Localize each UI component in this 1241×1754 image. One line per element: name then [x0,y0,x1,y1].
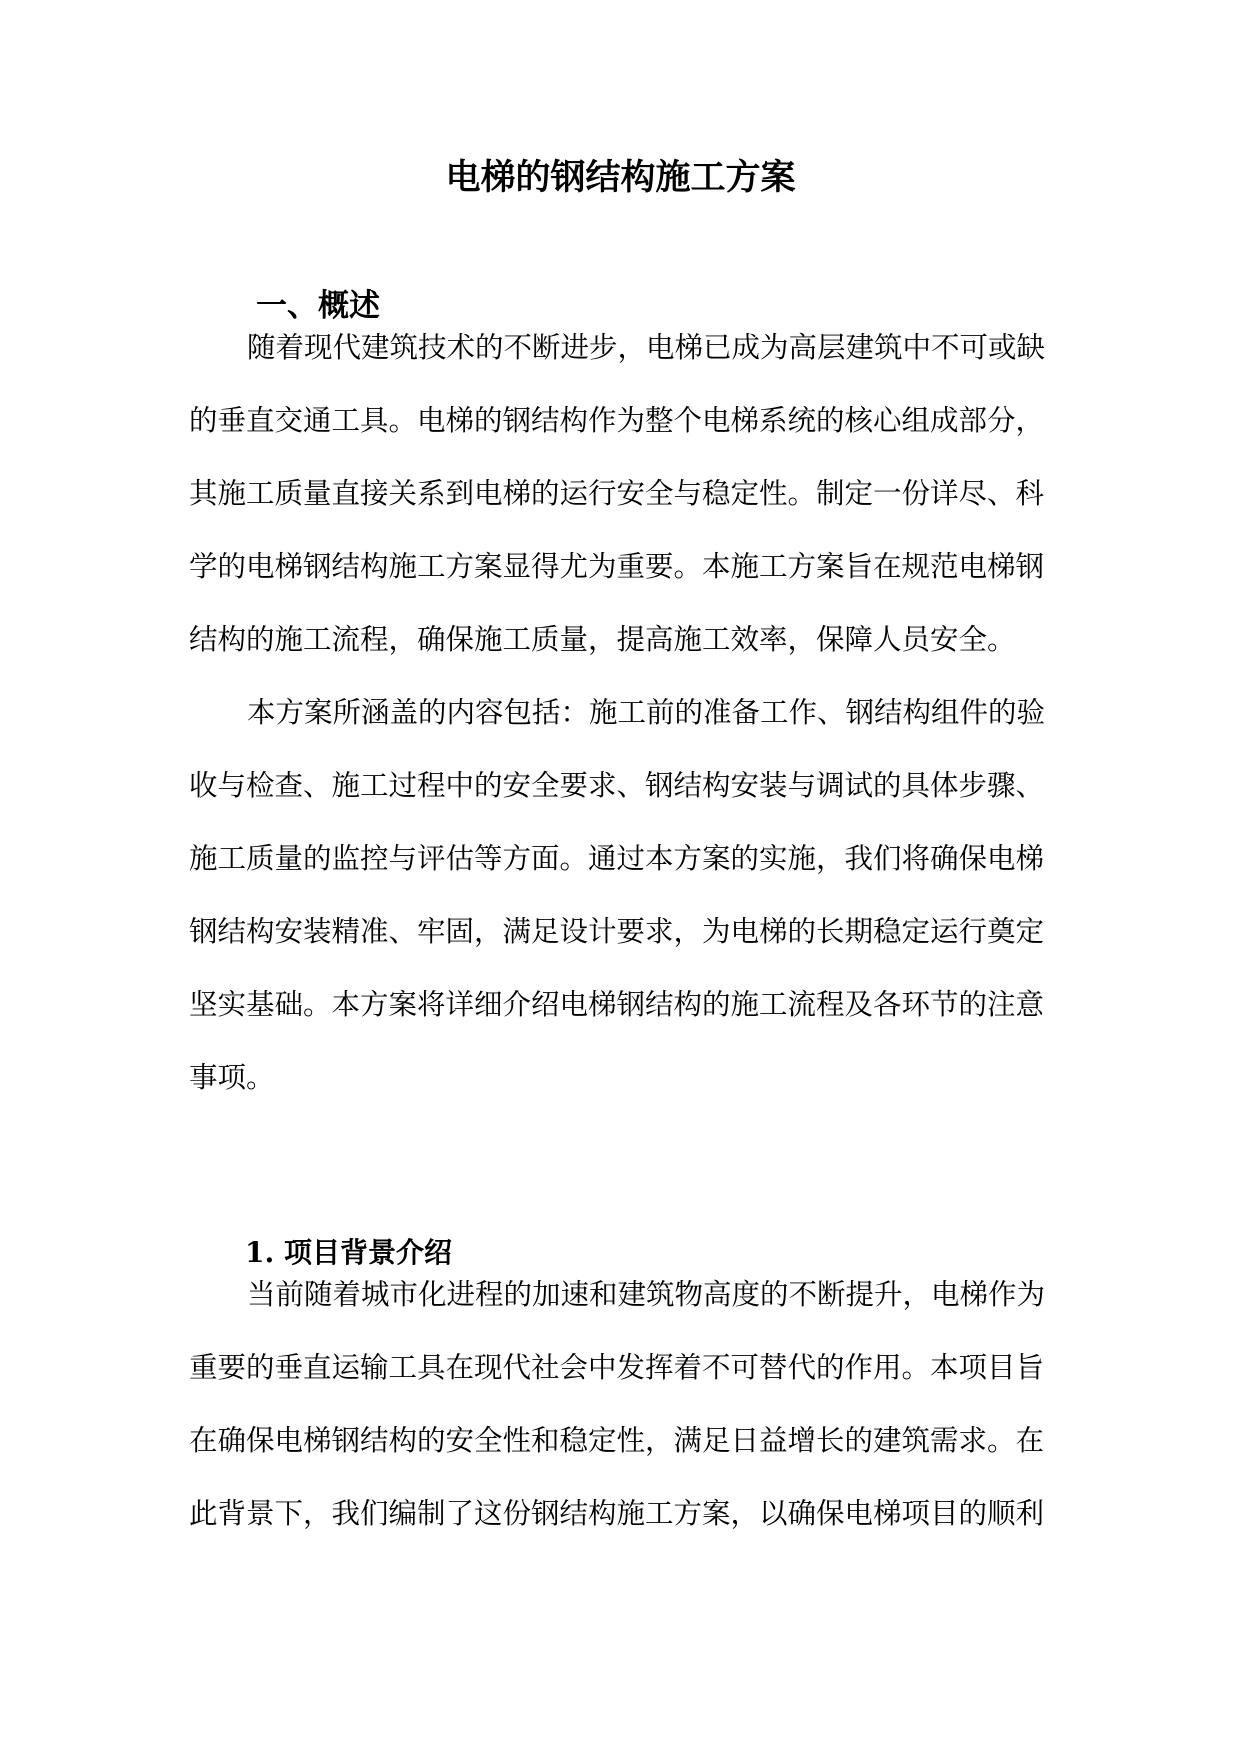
text-line: 事项。 [189,1061,275,1094]
text-line: 在确保电梯钢结构的安全性和稳定性，满足日益增长的建筑需求。在 [189,1424,1045,1457]
text-line: 本方案所涵盖的内容包括：施工前的准备工作、钢结构组件的验 [247,696,1046,729]
text-line: 钢结构安装精准、牢固，满足设计要求，为电梯的长期稳定运行奠定 [189,915,1045,948]
text-line: 结构的施工流程，确保施工质量，提高施工效率，保障人员安全。 [189,623,1016,656]
document-title: 电梯的钢结构施工方案 [445,157,796,198]
text-line: 坚实基础。本方案将详细介绍电梯钢结构的施工流程及各环节的注意 [189,988,1045,1021]
text-line: 施工质量的监控与评估等方面。通过本方案的实施，我们将确保电梯 [189,842,1045,875]
text-line: 此背景下，我们编制了这份钢结构施工方案，以确保电梯项目的顺利 [189,1497,1045,1530]
text-line: 其施工质量直接关系到电梯的运行安全与稳定性。制定一份详尽、科 [189,477,1045,510]
section-heading-overview: 一、概述 [256,288,380,324]
subsection-heading-background: 1. 项目背景介绍 [245,1236,452,1269]
text-line: 重要的垂直运输工具在现代社会中发挥着不可替代的作用。本项目旨 [189,1351,1045,1384]
text-line: 当前随着城市化进程的加速和建筑物高度的不断提升，电梯作为 [247,1278,1046,1311]
text-line: 收与检查、施工过程中的安全要求、钢结构安装与调试的具体步骤、 [189,769,1045,802]
text-line: 随着现代建筑技术的不断进步，电梯已成为高层建筑中不可或缺 [247,331,1046,364]
text-line: 学的电梯钢结构施工方案显得尤为重要。本施工方案旨在规范电梯钢 [189,550,1045,583]
text-line: 的垂直交通工具。电梯的钢结构作为整个电梯系统的核心组成部分， [189,404,1045,437]
